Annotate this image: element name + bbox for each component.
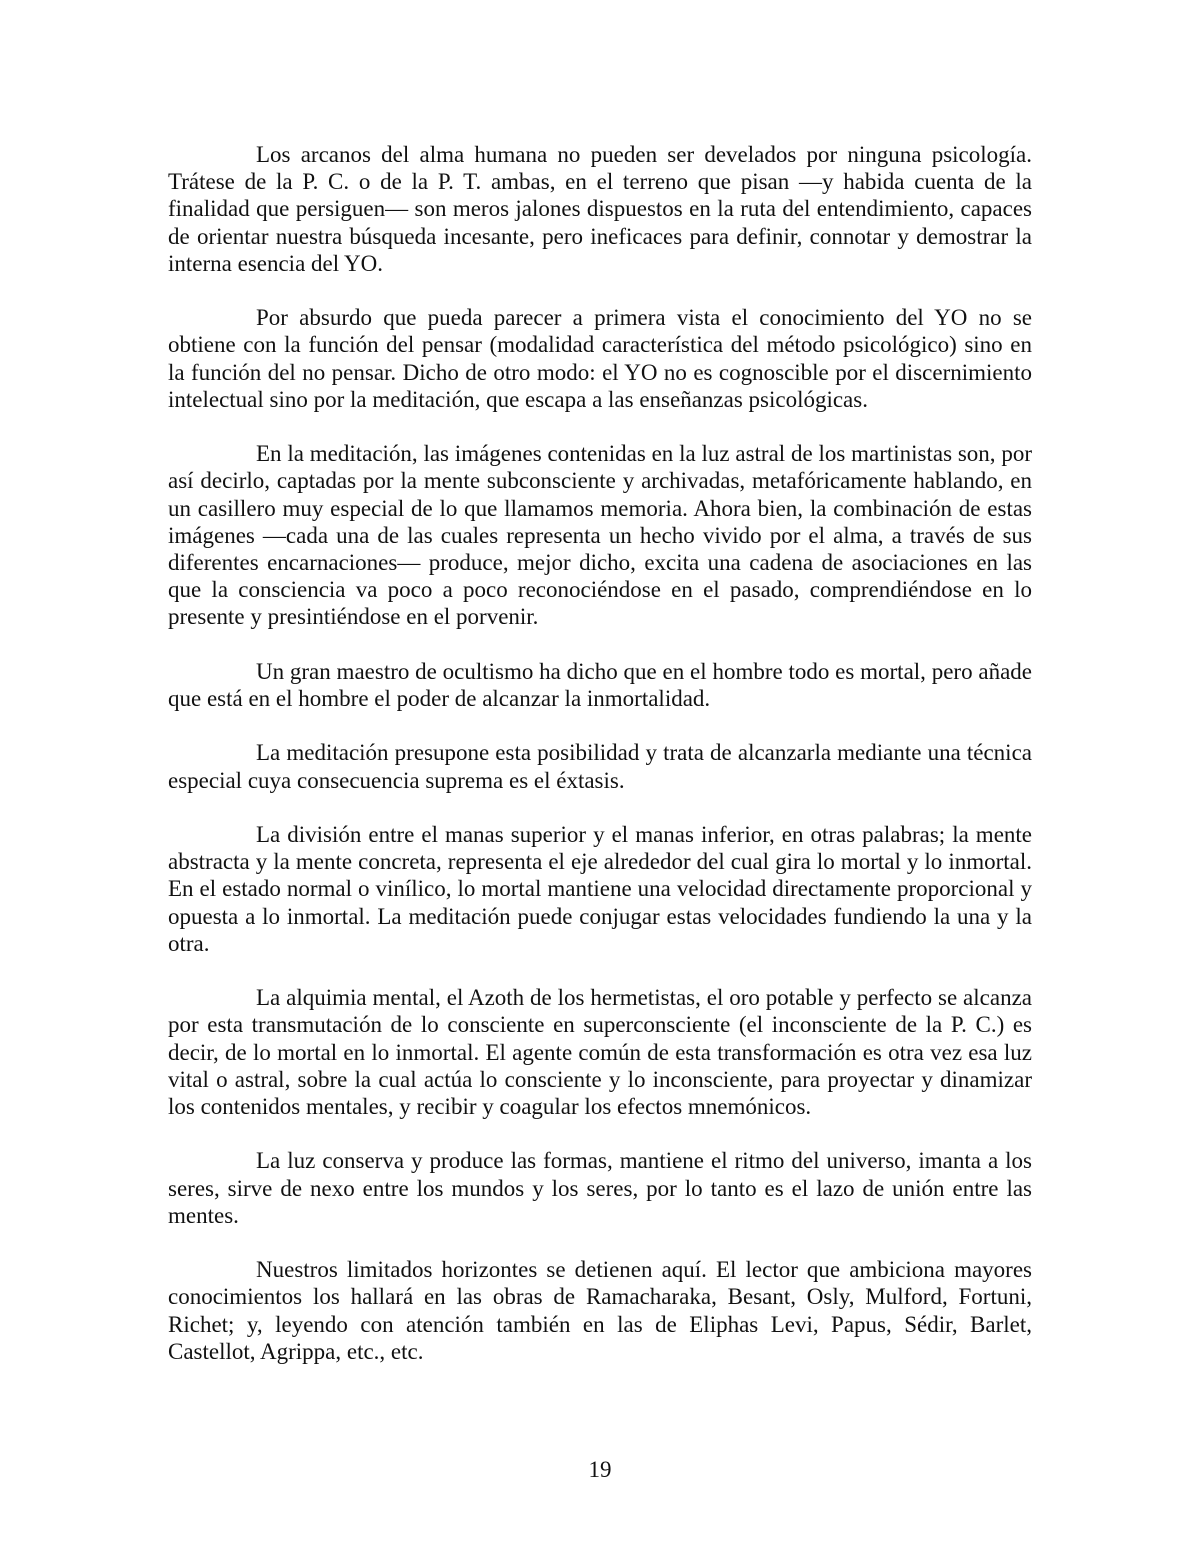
body-text (168, 141, 1032, 1365)
paragraph-1: Los arcanos del alma humana no pueden ser develados por ninguna psicología. Trátese de la P. C. o de la P. T. ambas, en el terreno que pisan —y habida cuenta de la finalidad que persiguen— son meros jalones dispuestos en la ruta del entendimiento, capaces de orientar nuestra búsqueda incesante, pero ineficaces para definir, connotar y demostrar la interna esencia del YO. (168, 142, 1032, 276)
paragraph-5: La meditación presupone esta posibilidad y trata de alcanzarla mediante una técnica especial cuya consecuencia suprema es el éxtasis. (168, 740, 1032, 793)
paragraph-2: Por absurdo que pueda parecer a primera vista el conocimiento del YO no se obtiene con la función del pensar (modalidad característica del método psicológico) sino en la función del no pensar. Dicho de otro modo: el YO no es cognoscible por el discernimiento intelectual sino por la meditación, que escapa a las enseñanzas psicológicas. (168, 305, 1032, 412)
paragraph-3: En la meditación, las imágenes contenidas en la luz astral de los martinistas son, por así decirlo, captadas por la mente subconsciente y archivadas, metafóricamente hablando, en un casillero muy especial de lo que llamamos memoria. Ahora bien, la combinación de estas imágenes —cada una de las cuales representa un hecho vivido por el alma, a través de sus diferentes encarnaciones— produce, mejor dicho, excita una cadena de asociaciones en las que la consciencia va poco a poco reconociéndose en el pasado, comprendiéndose en lo presente y presintiéndose en el porvenir. (168, 441, 1032, 630)
paragraph-9: Nuestros limitados horizontes se detienen aquí. El lector que ambiciona mayores conocimientos los hallará en las obras de Ramacharaka, Besant, Osly, Mulford, Fortuni, Richet; y, leyendo con atención también en las de Eliphas Levi, Papus, Sédir, Barlet, Castellot, Agrippa, etc., etc. (168, 1257, 1032, 1364)
paragraph-8: La luz conserva y produce las formas, mantiene el ritmo del universo, imanta a los seres, sirve de nexo entre los mundos y los seres, por lo tanto es el lazo de unión entre las mentes. (168, 1148, 1032, 1228)
paragraph-4: Un gran maestro de ocultismo ha dicho que en el hombre todo es mortal, pero añade que está en el hombre el poder de alcanzar la inmortalidad. (168, 658, 1032, 712)
paragraph-6: La división entre el manas superior y el manas inferior, en otras palabras; la mente abstracta y la mente concreta, representa el eje alrededor del cual gira lo mortal y lo inmortal. En el estado normal o vinílico, lo mortal mantiene una velocidad directamente proporcional y opuesta a lo inmortal. La meditación puede conjugar estas velocidades fundiendo la una y la otra. (168, 822, 1032, 956)
page-number: 19 (588, 1457, 612, 1482)
paragraph-7: La alquimia mental, el Azoth de los hermetistas, el oro potable y perfecto se alcanza por esta transmutación de lo consciente en superconsciente (el inconsciente de la P. C.) es decir, de lo mortal en lo inmortal. El agente común de esta transformación es otra vez esa luz vital o astral, sobre la cual actúa lo consciente y lo inconsciente, para proyectar y dinamizar los contenidos mentales, y recibir y coagular los efectos mnemónicos. (168, 985, 1032, 1120)
